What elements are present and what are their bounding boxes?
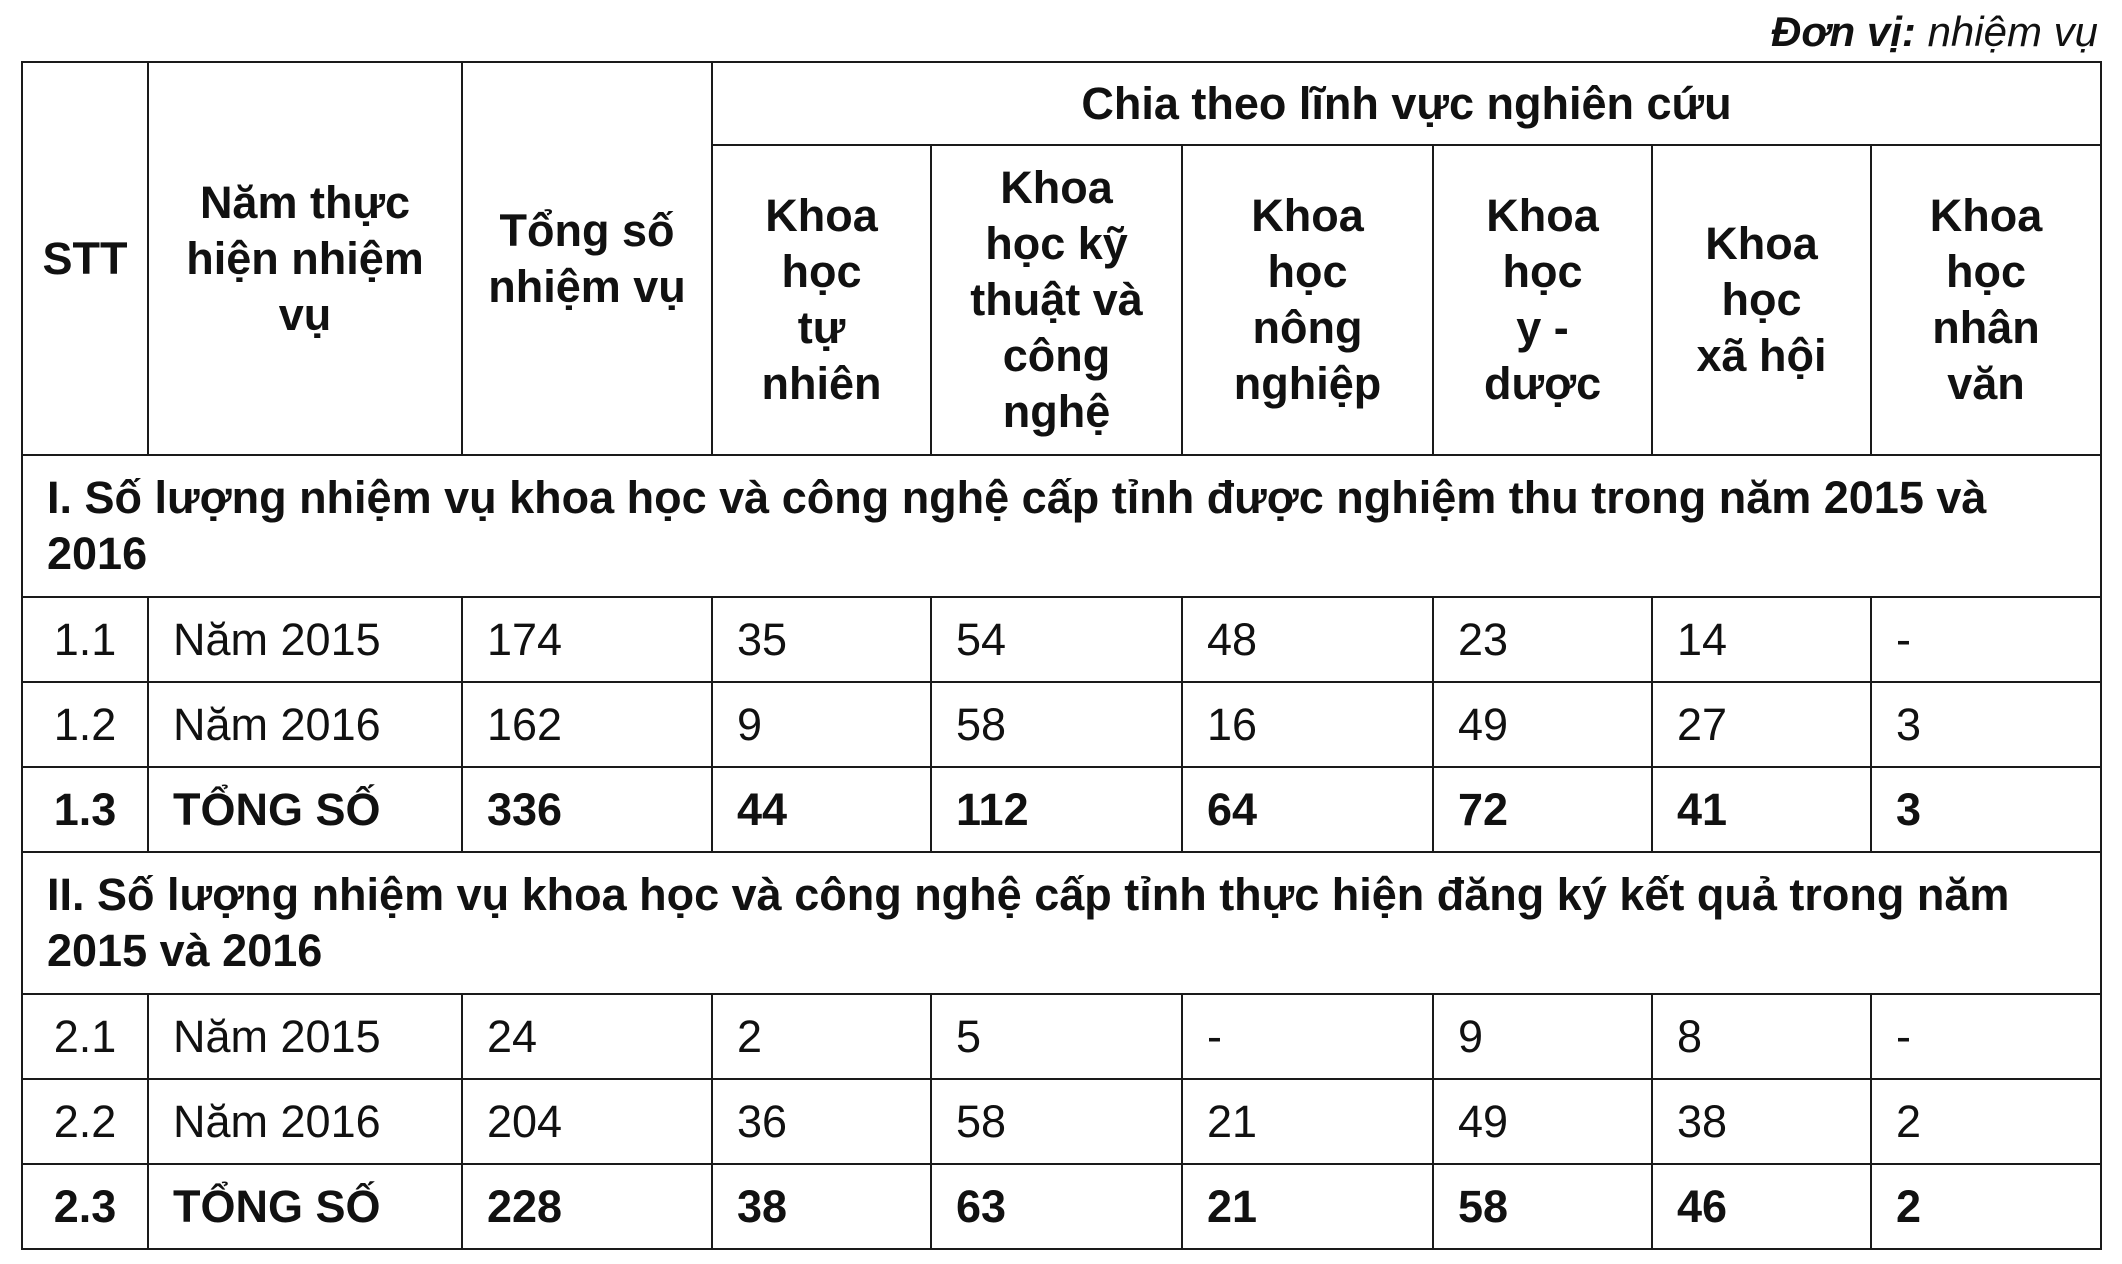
unit-label: Đơn vị: — [1771, 8, 1916, 55]
cell-medical: 9 — [1433, 994, 1652, 1079]
cell-stt: 1.3 — [22, 767, 148, 852]
cell-natural: 38 — [712, 1164, 931, 1249]
cell-engineering: 63 — [931, 1164, 1182, 1249]
cell-stt: 1.1 — [22, 597, 148, 682]
header-field-engineering: Khoa học kỹ thuật và công nghệ — [931, 145, 1182, 455]
cell-humanities: 3 — [1871, 767, 2101, 852]
cell-agriculture: 21 — [1182, 1164, 1433, 1249]
cell-agriculture: 64 — [1182, 767, 1433, 852]
total-row — [22, 1164, 2101, 1249]
cell-year: Năm 2015 — [148, 994, 462, 1079]
cell-agriculture: 16 — [1182, 682, 1433, 767]
cell-natural: 35 — [712, 597, 931, 682]
header-stt: STT — [22, 62, 148, 455]
cell-total: 24 — [462, 994, 712, 1079]
cell-total: 336 — [462, 767, 712, 852]
cell-engineering: 5 — [931, 994, 1182, 1079]
cell-social: 8 — [1652, 994, 1871, 1079]
header-field-agriculture: Khoa học nông nghiệp — [1182, 145, 1433, 455]
cell-stt: 1.2 — [22, 682, 148, 767]
cell-social: 46 — [1652, 1164, 1871, 1249]
cell-agriculture: 21 — [1182, 1079, 1433, 1164]
cell-humanities: - — [1871, 994, 2101, 1079]
cell-humanities: 2 — [1871, 1079, 2101, 1164]
cell-social: 14 — [1652, 597, 1871, 682]
cell-engineering: 112 — [931, 767, 1182, 852]
cell-year: Năm 2015 — [148, 597, 462, 682]
cell-medical: 49 — [1433, 1079, 1652, 1164]
unit-note — [1771, 2, 2098, 62]
cell-humanities: - — [1871, 597, 2101, 682]
table-row — [22, 682, 2101, 767]
cell-social: 41 — [1652, 767, 1871, 852]
header-year: Năm thực hiện nhiệm vụ — [148, 62, 462, 455]
cell-agriculture: - — [1182, 994, 1433, 1079]
section-title-2: II. Số lượng nhiệm vụ khoa học và công nghệ cấp tỉnh thực hiện đăng ký kết quả trong năm 2015 và 2016 — [22, 852, 2101, 994]
cell-natural: 36 — [712, 1079, 931, 1164]
cell-stt: 2.3 — [22, 1164, 148, 1249]
cell-medical: 23 — [1433, 597, 1652, 682]
cell-total: 174 — [462, 597, 712, 682]
unit-value: nhiệm vụ — [1927, 8, 2098, 55]
cell-year: TỔNG SỐ — [148, 1164, 462, 1249]
cell-year: Năm 2016 — [148, 1079, 462, 1164]
table-row — [22, 1079, 2101, 1164]
section-title-1: I. Số lượng nhiệm vụ khoa học và công nghệ cấp tỉnh được nghiệm thu trong năm 2015 và 2016 — [22, 455, 2101, 597]
header-field-humanities: Khoa học nhân văn — [1871, 145, 2101, 455]
cell-natural: 44 — [712, 767, 931, 852]
section-row-2 — [22, 852, 2101, 994]
cell-agriculture: 48 — [1182, 597, 1433, 682]
section-row-1 — [22, 455, 2101, 597]
total-row — [22, 767, 2101, 852]
cell-humanities: 3 — [1871, 682, 2101, 767]
table-row — [22, 994, 2101, 1079]
cell-natural: 2 — [712, 994, 931, 1079]
cell-year: Năm 2016 — [148, 682, 462, 767]
cell-humanities: 2 — [1871, 1164, 2101, 1249]
table-row — [22, 597, 2101, 682]
cell-total: 228 — [462, 1164, 712, 1249]
header-field-natural: Khoa học tự nhiên — [712, 145, 931, 455]
header-total: Tổng số nhiệm vụ — [462, 62, 712, 455]
cell-total: 204 — [462, 1079, 712, 1164]
cell-year: TỔNG SỐ — [148, 767, 462, 852]
header-field-social: Khoa học xã hội — [1652, 145, 1871, 455]
cell-stt: 2.2 — [22, 1079, 148, 1164]
header-field-medical: Khoa học y - dược — [1433, 145, 1652, 455]
header-field-group: Chia theo lĩnh vực nghiên cứu — [712, 62, 2101, 145]
cell-engineering: 54 — [931, 597, 1182, 682]
cell-social: 27 — [1652, 682, 1871, 767]
cell-engineering: 58 — [931, 1079, 1182, 1164]
cell-medical: 72 — [1433, 767, 1652, 852]
cell-total: 162 — [462, 682, 712, 767]
cell-natural: 9 — [712, 682, 931, 767]
cell-engineering: 58 — [931, 682, 1182, 767]
cell-medical: 49 — [1433, 682, 1652, 767]
statistics-table — [21, 61, 2102, 1250]
cell-stt: 2.1 — [22, 994, 148, 1079]
cell-social: 38 — [1652, 1079, 1871, 1164]
cell-medical: 58 — [1433, 1164, 1652, 1249]
header-row-1 — [22, 62, 2101, 145]
